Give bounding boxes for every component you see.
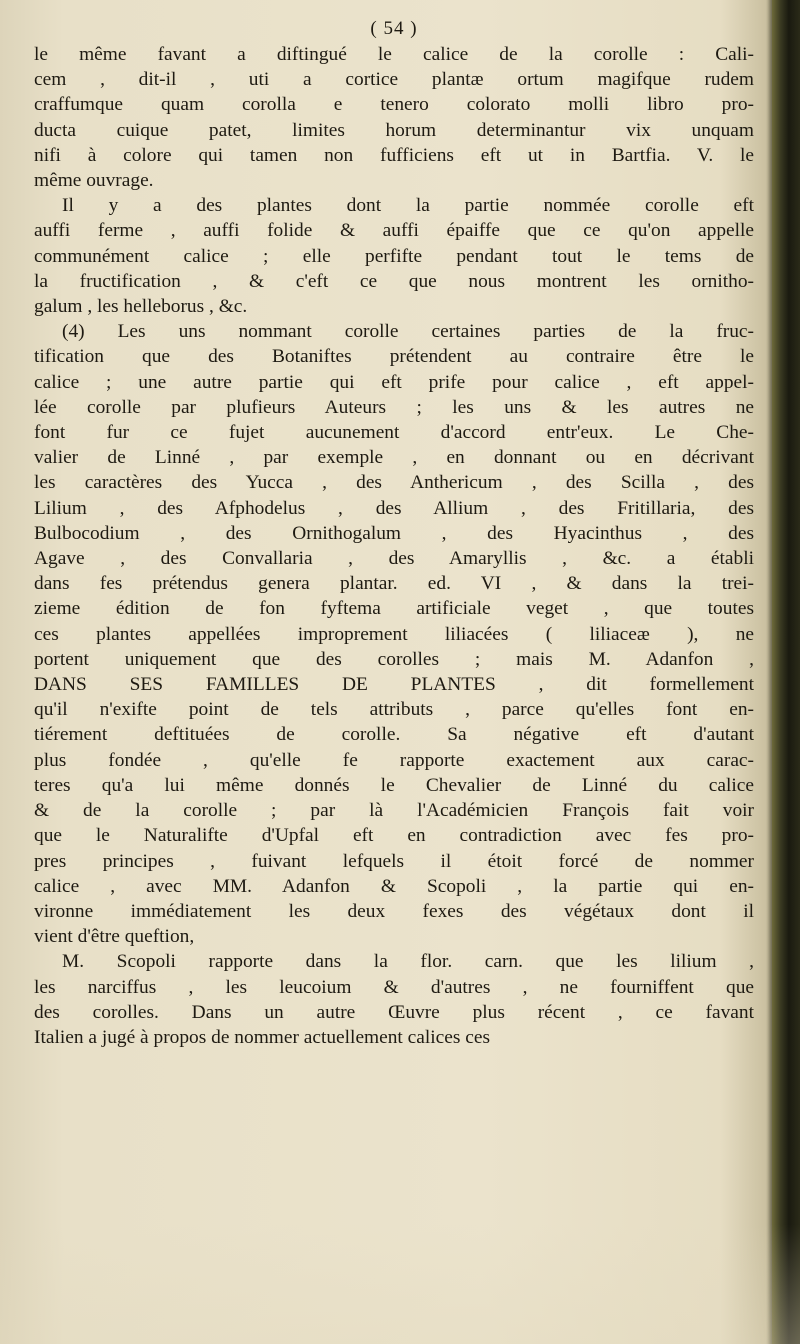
text-line: & de la corolle ; par là l'Académicien François fait voir [34, 800, 754, 822]
text-line: même ouvrage. [34, 170, 154, 192]
text-line: que le Naturalifte d'Upfal eft en contradiction avec fes pro- [34, 825, 754, 847]
text-line: pres principes , fuivant lefquels il étoit forcé de nommer [34, 850, 754, 872]
text-line: cem , dit-il , uti a cortice plantæ ortum magifque rudem [34, 69, 754, 91]
text-line: plus fondée , qu'elle fe rapporte exactement aux carac- [34, 749, 754, 771]
text-line: vient d'être queftion, [34, 926, 195, 948]
text-line: zieme édition de fon fyftema artificiale veget , que toutes [34, 598, 754, 620]
text-line: la fructification , & c'eft ce que nous montrent les ornitho- [34, 270, 754, 292]
text-line: vironne immédiatement les deux fexes des végétaux dont il [34, 900, 754, 922]
text-line: tification que des Botaniftes prétendent au contraire être le [34, 346, 754, 368]
text-line: calice ; une autre partie qui eft prife pour calice , eft appel- [34, 371, 754, 393]
text-line: craffumque quam corolla e tenero colorato molli libro pro- [34, 94, 754, 116]
text-line: Lilium , des Afphodelus , des Allium , des Fritillaria, des [34, 497, 754, 519]
text-line: calice , avec MM. Adanfon & Scopoli , la partie qui en- [34, 875, 754, 897]
text-line: teres qu'a lui même donnés le Chevalier de Linné du calice [34, 774, 754, 796]
text-line: M. Scopoli rapporte dans la flor. carn. que les lilium , [62, 951, 754, 973]
text-line: les caractères des Yucca , des Anthericum , des Scilla , des [34, 472, 754, 494]
text-line: lée corolle par plufieurs Auteurs ; les uns & les autres ne [34, 396, 754, 418]
text-line: Il y a des plantes dont la partie nommée corolle eft [62, 195, 754, 217]
book-gutter [772, 0, 800, 1344]
text-line: font fur ce fujet aucunement d'accord entr'eux. Le Che- [34, 422, 754, 444]
text-line: les narciffus , les leucoium & d'autres , ne fourniffent que [34, 976, 754, 998]
text-line: portent uniquement que des corolles ; mais M. Adanfon , [34, 648, 754, 670]
text-line: Agave , des Convallaria , des Amaryllis , &c. a établi [34, 548, 754, 570]
text-line: (4) Les uns nommant corolle certaines parties de la fruc- [62, 321, 754, 343]
text-body [34, 42, 754, 1050]
text-line: tiérement deftituées de corolle. Sa négative eft d'autant [34, 724, 754, 746]
text-line: dans fes prétendus genera plantar. ed. VI , & dans la trei- [34, 573, 754, 595]
page-shading [0, 1224, 800, 1344]
text-line: Italien a jugé à propos de nommer actuellement calices ces [34, 1026, 491, 1048]
text-line: galum , les helleborus , &c. [34, 296, 248, 318]
page-text [34, 18, 754, 1050]
text-line: ces plantes appellées improprement liliacées ( liliaceæ ), ne [34, 623, 754, 645]
text-line: communément calice ; elle perfifte pendant tout le tems de [34, 245, 754, 267]
page-number: ( 54 ) [370, 18, 418, 39]
text-line: le même favant a diftingué le calice de la corolle : Cali- [34, 44, 754, 65]
text-line: Bulbocodium , des Ornithogalum , des Hyacinthus , des [34, 522, 754, 544]
text-line: valier de Linné , par exemple , en donnant ou en décrivant [34, 447, 754, 469]
text-line: nifi à colore qui tamen non fufficiens eft ut in Bartfia. V. le [34, 144, 754, 166]
text-line: ducta cuique patet, limites horum determinantur vix unquam [34, 119, 754, 141]
text-line: des corolles. Dans un autre Œuvre plus récent , ce favant [34, 1001, 754, 1023]
text-line: qu'il n'exifte point de tels attributs , parce qu'elles font en- [34, 699, 754, 721]
text-line: auffi ferme , auffi folide & auffi épaiffe que ce qu'on appelle [34, 220, 754, 242]
text-line: DANS SES FAMILLES DE PLANTES , dit formellement [34, 674, 754, 696]
